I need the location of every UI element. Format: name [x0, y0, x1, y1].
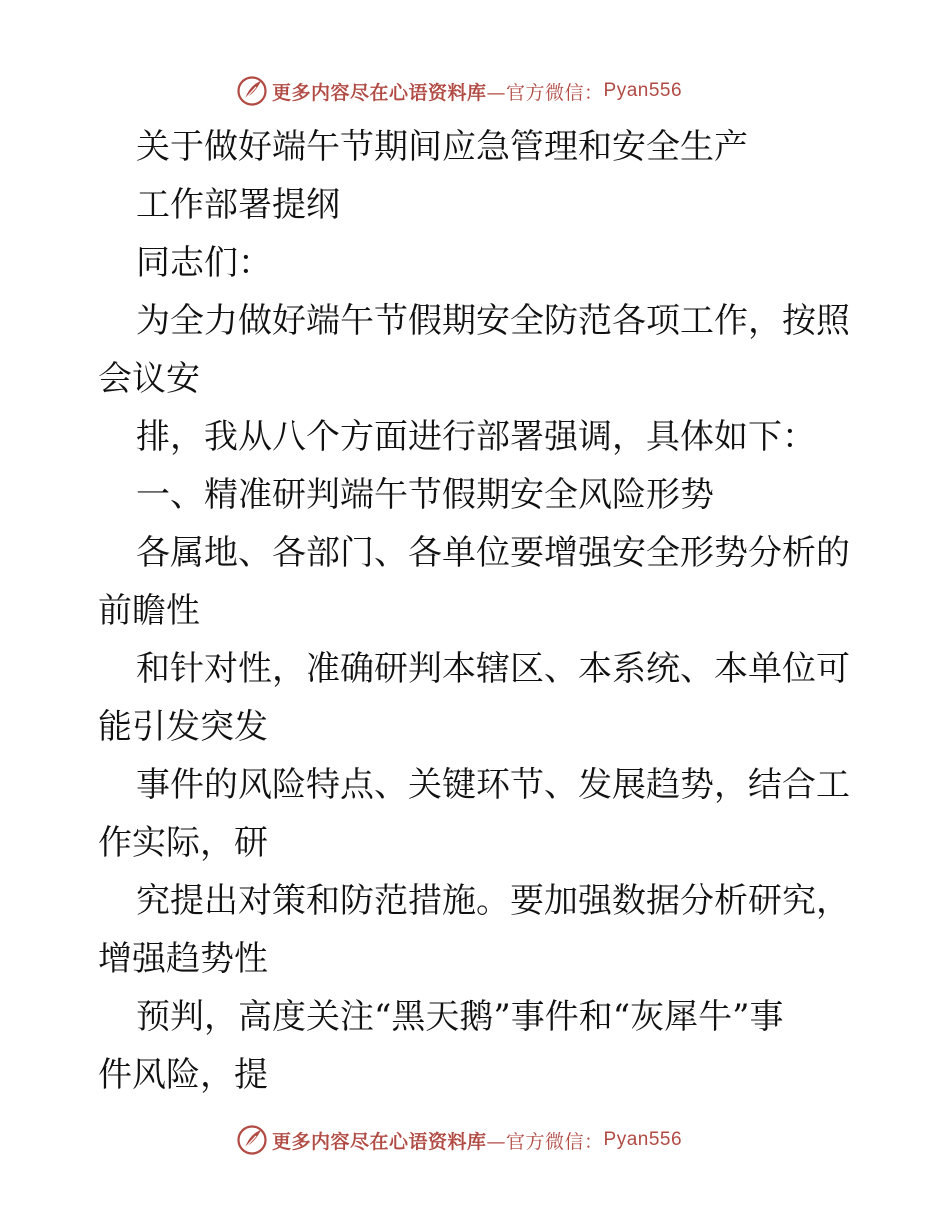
doc-line: 件风险，提 — [98, 1055, 268, 1095]
doc-title-line-1: 关于做好端午节期间应急管理和安全生产 — [136, 127, 748, 167]
doc-line: 预判，高度关注“黑天鹅”事件和“灰犀牛”事 — [136, 997, 784, 1037]
doc-line: 和针对性，准确研判本辖区、本系统、本单位可 — [136, 649, 850, 689]
doc-line: 各属地、各部门、各单位要增强安全形势分析的 — [136, 533, 850, 573]
doc-line: 增强趋势性 — [98, 939, 268, 979]
doc-line: 究提出对策和防范措施。要加强数据分析研究， — [136, 881, 850, 921]
doc-line: 为全力做好端午节假期安全防范各项工作，按照 — [136, 301, 850, 341]
header-watermark-banner — [236, 71, 716, 111]
doc-line: 事件的风险特点、关键环节、发展趋势，结合工 — [136, 765, 850, 805]
doc-line: 会议安 — [98, 359, 200, 399]
doc-line: 作实际，研 — [98, 823, 268, 863]
banner-separator-text: —官方微信： — [486, 81, 604, 104]
doc-salutation: 同志们： — [136, 243, 272, 283]
doc-title-line-2: 工作部署提纲 — [136, 185, 340, 225]
doc-section-heading: 一、精准研判端午节假期安全风险形势 — [136, 475, 714, 515]
feather-pen-logo-icon — [236, 75, 268, 107]
banner-wechat-id: Pyan556 — [603, 80, 683, 101]
doc-line: 能引发突发 — [98, 707, 268, 747]
feather-pen-logo-icon — [236, 1124, 268, 1156]
banner-main-text: 更多内容尽在心语资料库 — [272, 81, 487, 104]
banner-separator-text: —官方微信： — [486, 1130, 604, 1153]
doc-line: 排，我从八个方面进行部署强调，具体如下： — [136, 417, 816, 457]
doc-line: 前瞻性 — [98, 591, 200, 631]
banner-wechat-id: Pyan556 — [603, 1129, 683, 1150]
footer-watermark-banner — [236, 1120, 716, 1160]
banner-main-text: 更多内容尽在心语资料库 — [272, 1130, 487, 1153]
document-body — [98, 118, 852, 1104]
